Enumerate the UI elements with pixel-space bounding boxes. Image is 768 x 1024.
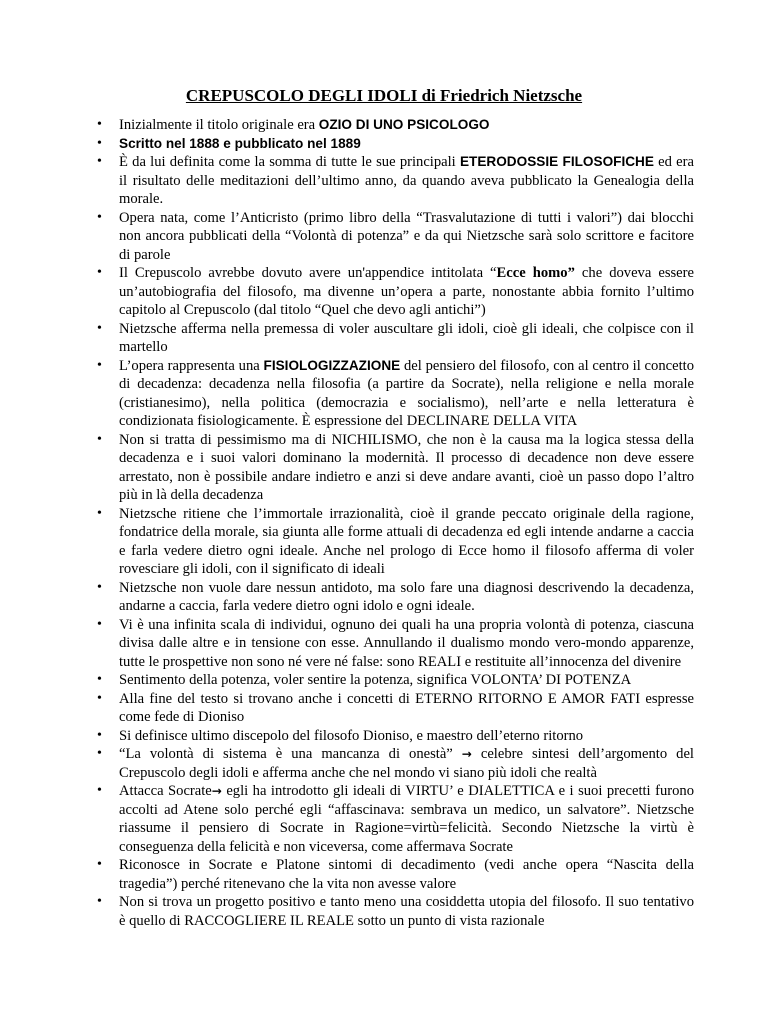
list-item bbox=[119, 671, 694, 690]
item-text: Riconosce in Socrate e Platone sintomi di decadimento (vedi anche opera “Nascita della tragedia”) perché ritenevano che la vita non avesse valore bbox=[119, 857, 694, 892]
item-text: Sentimento della potenza, voler sentire la potenza, significa VOLONTA’ DI POTENZA bbox=[119, 672, 632, 688]
item-text: che doveva essere un’autobiografia del filosofo, ma divenne un’opera a parte, nonostante abbia fornito l’ultimo capitolo al Crepuscolo (dal titolo “Quel che devo agli antichi”) bbox=[119, 265, 694, 318]
list-item bbox=[119, 116, 694, 135]
item-text: Attacca Socrate bbox=[119, 783, 212, 799]
item-emphasis: FISIOLOGIZZAZIONE bbox=[263, 357, 401, 373]
list-item bbox=[119, 579, 694, 616]
item-text: Vi è una infinita scala di individui, ognuno dei quali ha una propria volontà di potenza, ciascuna divisa dalle altre e in tensione con esse. Annullando il dualismo mondo vero-mondo apparenze, tutte le prospettive non sono né vere né false: sono REALI e restituite all’innocenza del divenire bbox=[119, 616, 694, 670]
item-emphasis: ETERODOSSIE FILOSOFICHE bbox=[459, 154, 654, 169]
list-item bbox=[119, 856, 694, 893]
item-emphasis: Scritto nel 1888 e pubblicato nel 1889 bbox=[119, 135, 361, 151]
bullet-list bbox=[119, 116, 694, 930]
list-item bbox=[119, 431, 694, 505]
list-item bbox=[119, 616, 694, 672]
list-item bbox=[119, 893, 694, 930]
item-text: È da lui definita come la somma di tutte le sue principali bbox=[119, 154, 460, 170]
list-item bbox=[119, 135, 694, 154]
item-text: Nietzsche non vuole dare nessun antidoto, ma solo fare una diagnosi descrivendo la decadenza, andarne a caccia, farla vedere dietro ogni idolo e ogni ideale. bbox=[119, 579, 694, 614]
arrow-right-icon: → bbox=[211, 784, 222, 798]
arrow-right-icon: → bbox=[461, 747, 472, 761]
list-item bbox=[119, 745, 694, 782]
item-text: “La volontà di sistema è una mancanza di onestà” bbox=[119, 746, 462, 762]
item-emphasis: OZIO DI UNO PSICOLOGO bbox=[318, 117, 490, 132]
item-text: celebre sintesi dell’argomento del Crepuscolo degli idoli e afferma anche che nel mondo vi siano più idoli che realtà bbox=[119, 746, 694, 781]
list-item bbox=[119, 690, 694, 727]
item-text: del pensiero del filosofo, con al centro il concetto di decadenza: decadenza nella filosofia (a partire da Socrate), nella religione e nella morale (cristianesimo), nella politica (democrazia e socialismo), nell’arte e nella letteratura è condizionata fisiologicamente. È espressione del DECLINARE DELLA VITA bbox=[119, 357, 694, 429]
item-emphasis: Ecce homo” bbox=[496, 265, 575, 281]
item-text: egli ha introdotto gli ideali di VIRTU’ e DIALETTICA e i suoi precetti furono accolti ad Atene solo perché egli “affascinava: sembrava un medico, un salvatore”. Nietzsche riassume il pensiero di Socrate in Ragione=virtù=felicità. Secondo Nietzsche la virtù è conseguenza della felicità e non viceversa, come affermava Socrate bbox=[119, 783, 694, 855]
item-text: L’opera rappresenta una bbox=[119, 357, 264, 374]
item-text: Nietzsche afferma nella premessa di voler auscultare gli idoli, cioè gli ideali, che colpisce con il martello bbox=[119, 320, 694, 355]
item-text: Il Crepuscolo avrebbe dovuto avere un'appendice intitolata “ bbox=[119, 265, 497, 281]
list-item bbox=[119, 153, 694, 209]
page-title: CREPUSCOLO DEGLI IDOLI di Friedrich Nietzsche bbox=[185, 86, 583, 105]
list-item bbox=[119, 505, 694, 579]
list-item bbox=[119, 320, 694, 357]
item-text: Si definisce ultimo discepolo del filosofo Dioniso, e maestro dell’eterno ritorno bbox=[119, 727, 584, 744]
item-text: Alla fine del testo si trovano anche i concetti di ETERNO RITORNO E AMOR FATI espresse come fede di Dioniso bbox=[119, 690, 694, 725]
list-item bbox=[119, 782, 694, 856]
item-text: Non si trova un progetto positivo e tanto meno una cosiddetta utopia del filosofo. Il suo tentativo è quello di RACCOGLIERE IL REALE sotto un punto di vista razionale bbox=[119, 894, 694, 929]
item-text: Inizialmente il titolo originale era bbox=[119, 117, 319, 133]
item-text: Opera nata, come l’Anticristo (primo libro della “Trasvalutazione di tutti i valori”) dai blocchi non ancora pubblicati della “Volontà di potenza” e da qui Nietzsche sarà solo scrittore e facitore di parole bbox=[119, 209, 694, 263]
list-item bbox=[119, 357, 694, 431]
item-text: Nietzsche ritiene che l’immortale irrazionalità, cioè il grande peccato originale della ragione, fondatrice della morale, sia giunta alle forme attuali di decadenza ed egli intende andarne a caccia e farla vedere dietro ogni ideale. Anche nel prologo di Ecce homo il filosofo afferma di voler rovesciare gli idoli, con il significato di ideali bbox=[119, 505, 694, 577]
item-text: Non si tratta di pessimismo ma di NICHILISMO, che non è la causa ma la logica stessa della decadenza e i suoi valori dominano la modernità. Il processo di decadence non deve essere arrestato, non è possibile andare indietro e anzi si deve andare avanti, cioè un passo dopo l’altro più in là della decadenza bbox=[119, 431, 694, 503]
item-text: ed era il risultato delle meditazioni dell’ultimo anno, da quando aveva pubblicato la Genealogia della morale. bbox=[119, 154, 694, 207]
list-item bbox=[119, 264, 694, 320]
list-item bbox=[119, 727, 694, 746]
list-item bbox=[119, 209, 694, 265]
